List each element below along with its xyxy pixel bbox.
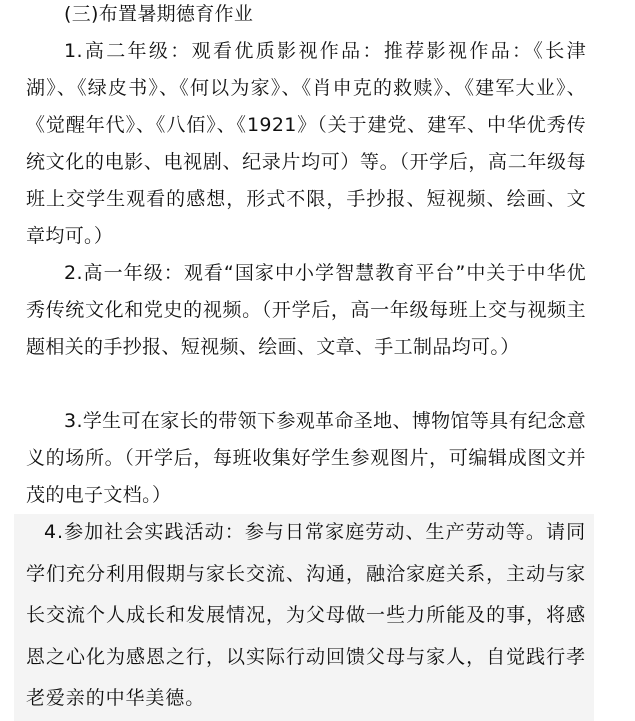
section-heading: (三)布置暑期德育作业 — [64, 3, 254, 25]
item-grade-one: 2.高一年级：观看“国家中小学智慧教育平台”中关于中华优秀传统文化和党史的视频。（开学后，高一年级每班上交与视频主题相关的手抄报、短视频、绘画、文章、手工制品均可。） — [26, 262, 586, 358]
item-visit-sites: 3.学生可在家长的带领下参观革命圣地、博物馆等具有纪念意义的场所。（开学后，每班收集好学生参观图片，可编辑成图文并茂的电子文档。） — [26, 410, 586, 506]
item-social-practice: 4.参加社会实践活动：参与日常家庭劳动、生产劳动等。请同学们充分利用假期与家长交流、沟通，融洽家庭关系，主动与家长交流个人成长和发展情况，为父母做一些力所能及的事，将感恩之心化为感恩之行，以实际行动回馈父母与家人，自觉践行孝老爱亲的中华美德。 — [26, 521, 586, 709]
item-grade-two: 1.高二年级：观看优质影视作品：推荐影视作品：《长津湖》、《绿皮书》、《何以为家》、《肖申克的救赎》、《建军大业》、《觉醒年代》、《八佰》、《1921》（关于建党、建军、中华优秀传统文化的电影、电视剧、纪录片均可）等。（开学后，高二年级每班上交学生观看的感想，形式不限，手抄报、短视频、绘画、文章均可。） — [26, 40, 586, 247]
